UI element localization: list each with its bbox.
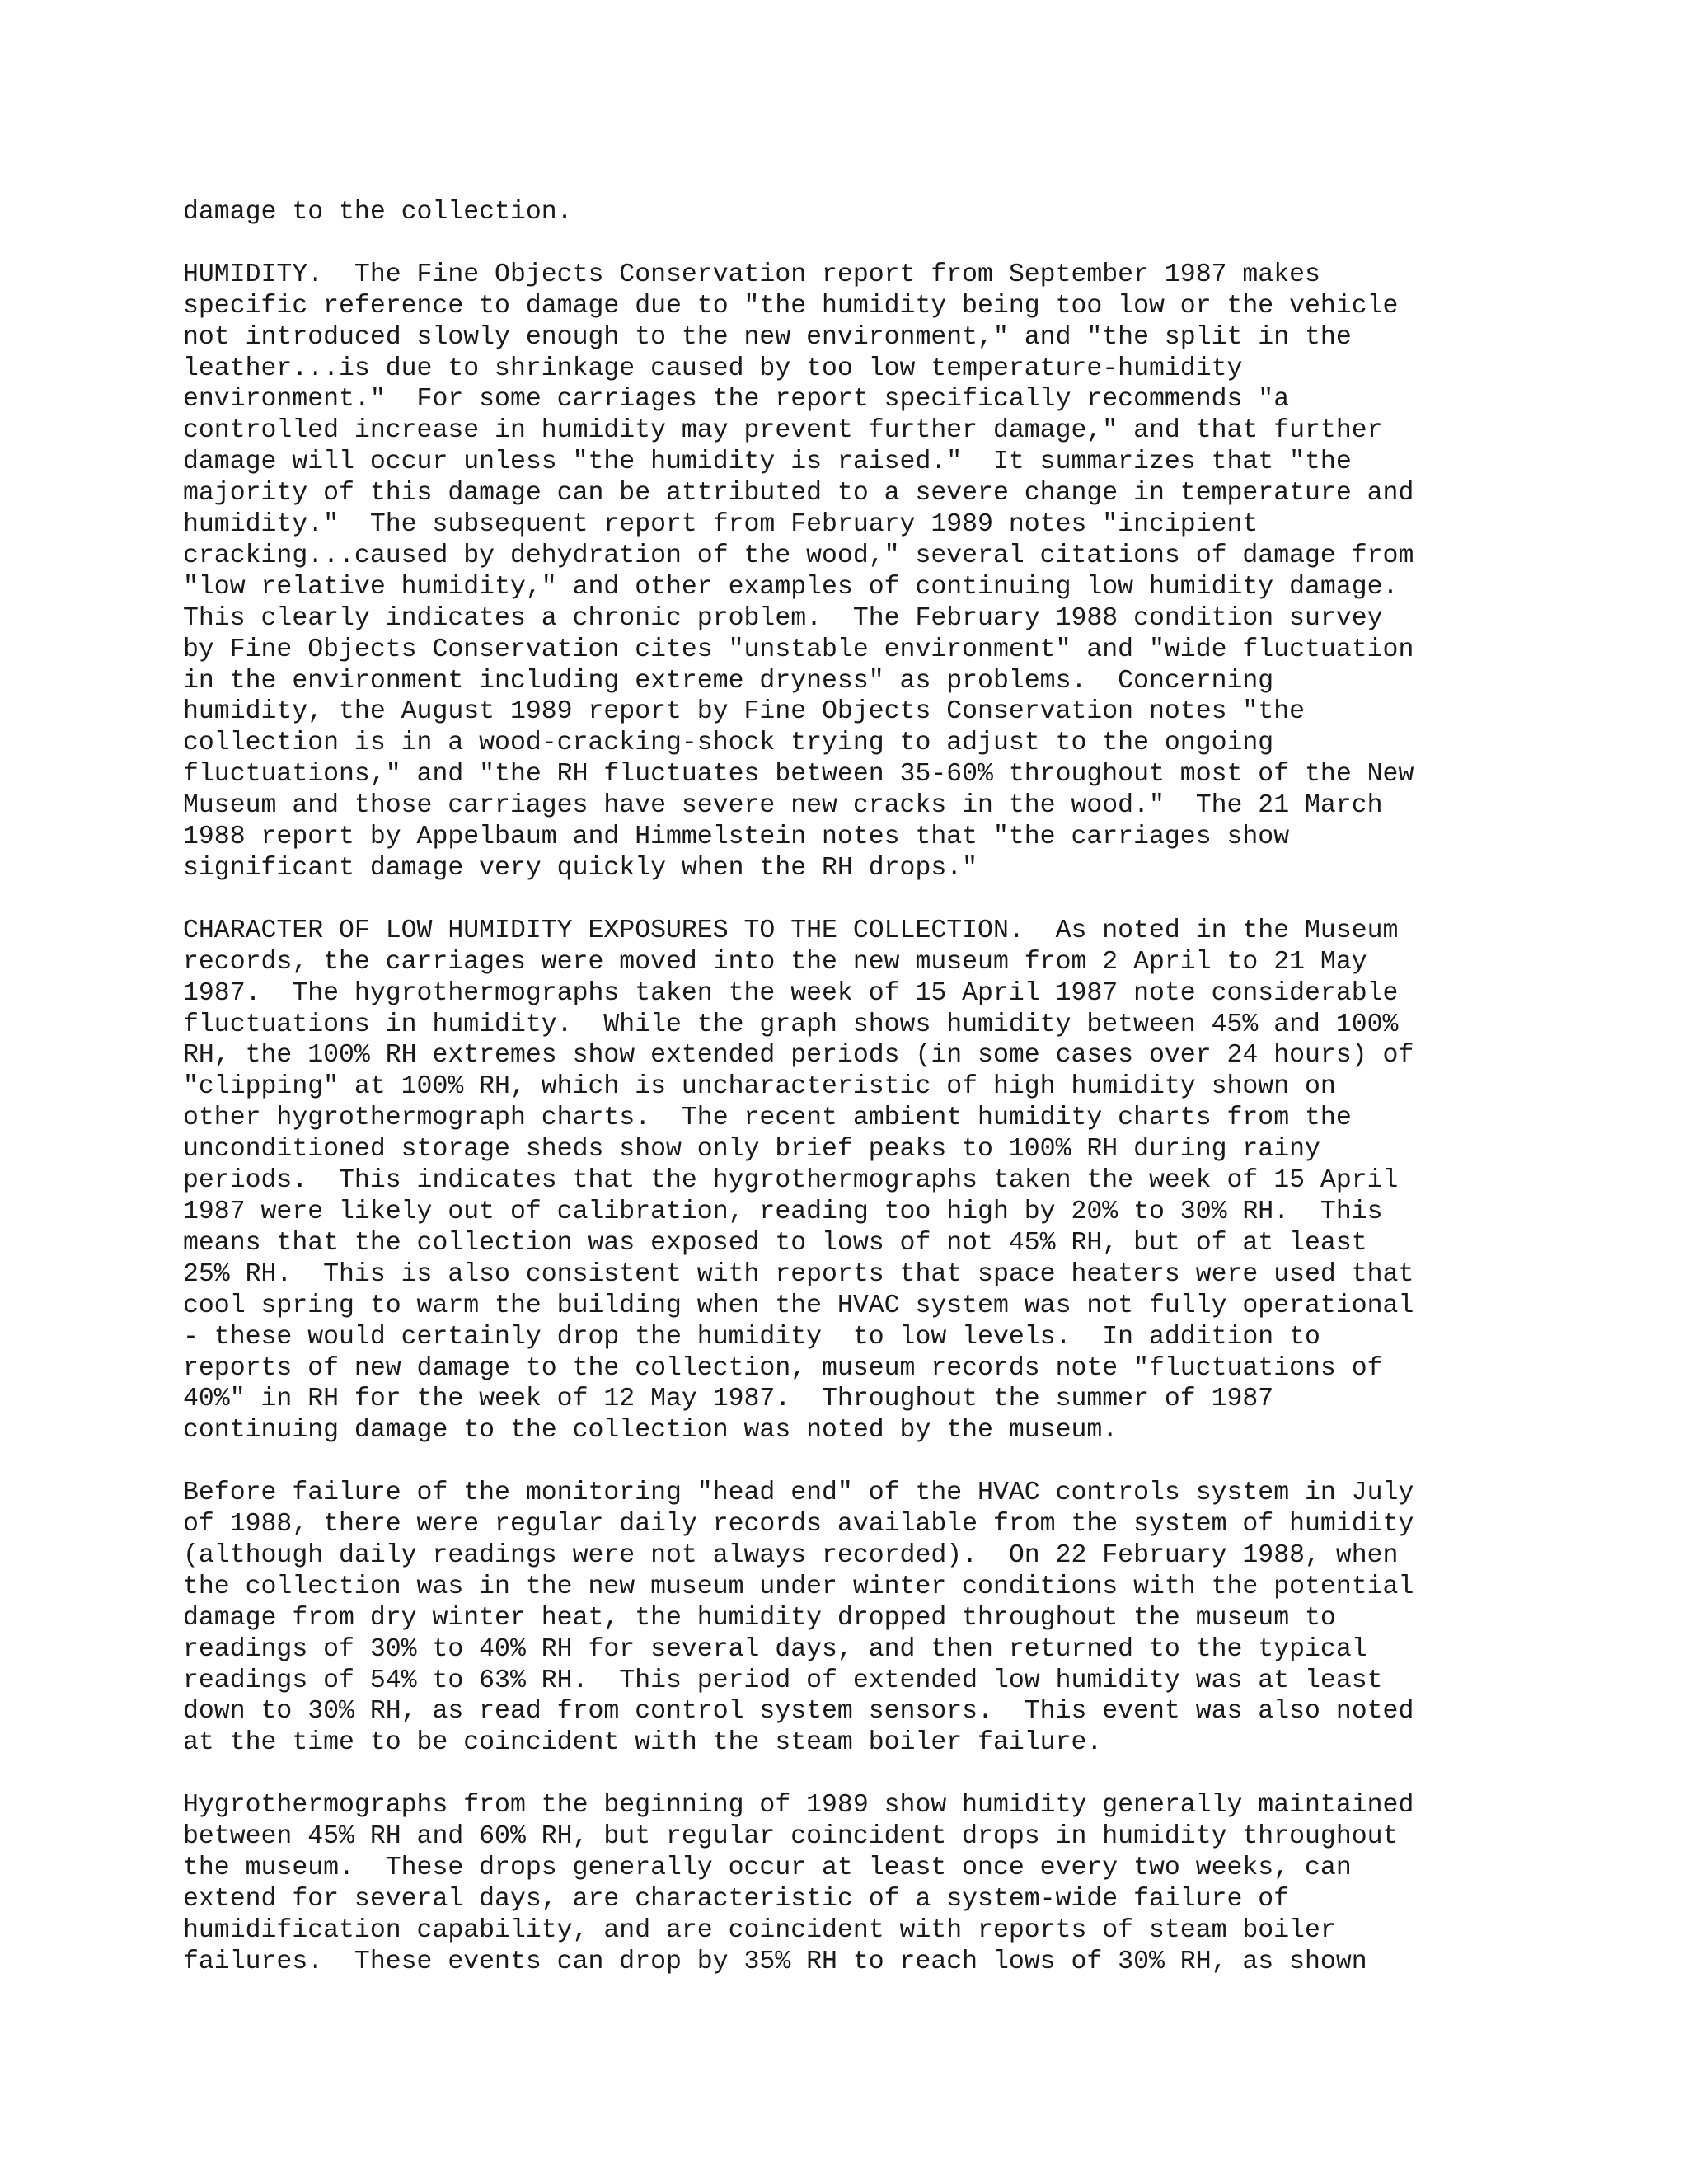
text-line: Hygrothermographs from the beginning of 1989 show humidity generally maintained (183, 1791, 1414, 1821)
para-character (183, 916, 1584, 1446)
text-line: controlled increase in humidity may prevent further damage," and that further (183, 416, 1383, 446)
text-line: readings of 54% to 63% RH. This period of extended low humidity was at least (183, 1666, 1383, 1695)
text-line: not introduced slowly enough to the new environment," and "the split in the (183, 322, 1352, 352)
text-line: Before failure of the monitoring "head end" of the HVAC controls system in July (183, 1479, 1414, 1508)
text-line: - these would certainly drop the humidity to low levels. In addition to (183, 1322, 1320, 1352)
text-line: between 45% RH and 60% RH, but regular coincident drops in humidity throughout (183, 1822, 1399, 1852)
text-line: down to 30% RH, as read from control system sensors. This event was also noted (183, 1697, 1414, 1727)
text-line: RH, the 100% RH extremes show extended periods (in some cases over 24 hours) of (183, 1041, 1414, 1071)
text-line: humidification capability, and are coincident with reports of steam boiler (183, 1915, 1336, 1945)
text-line: 1988 report by Appelbaum and Himmelstein notes that "the carriages show (183, 823, 1290, 852)
para-head-end (183, 1478, 1584, 1759)
text-line: readings of 30% to 40% RH for several days, and then returned to the typical (183, 1634, 1367, 1664)
text-line: damage will occur unless "the humidity is raised." It summarizes that "the (183, 448, 1352, 477)
text-line: environment." For some carriages the report specifically recommends "a (183, 385, 1290, 415)
text-line: This clearly indicates a chronic problem. The February 1988 condition survey (183, 603, 1383, 633)
text-line: humidity." The subsequent report from February 1989 notes "incipient (183, 510, 1259, 540)
text-line: cool spring to warm the building when the HVAC system was not fully operational (183, 1291, 1414, 1320)
text-line: specific reference to damage due to "the humidity being too low or the vehicle (183, 291, 1399, 321)
text-line: majority of this damage can be attributed to a severe change in temperature and (183, 479, 1414, 509)
text-line: leather...is due to shrinkage caused by too low temperature-humidity (183, 354, 1243, 383)
paragraph-gap (183, 1446, 1584, 1478)
text-line: (although daily readings were not always recorded). On 22 February 1988, when (183, 1540, 1399, 1570)
text-line: of 1988, there were regular daily records available from the system of humidity (183, 1510, 1414, 1540)
text-line: humidity, the August 1989 report by Fine Objects Conservation notes "the (183, 697, 1306, 727)
text-line: means that the collection was exposed to lows of not 45% RH, but of at least (183, 1228, 1367, 1258)
text-line: by Fine Objects Conservation cites "unstable environment" and "wide fluctuation (183, 635, 1414, 664)
text-line: fluctuations in humidity. While the graph shows humidity between 45% and 100% (183, 1010, 1399, 1039)
text-line: fluctuations," and "the RH fluctuates between 35-60% throughout most of the New (183, 760, 1414, 790)
text-line: in the environment including extreme dryness" as problems. Concerning (183, 666, 1274, 696)
text-line: unconditioned storage sheds show only brief peaks to 100% RH during rainy (183, 1135, 1320, 1165)
para-continuation (183, 197, 1584, 228)
text-line: at the time to be coincident with the steam boiler failure. (183, 1728, 1103, 1758)
para-hygrothermographs (183, 1790, 1584, 1977)
text-line: collection is in a wood-cracking-shock trying to adjust to the ongoing (183, 729, 1274, 758)
text-line: damage to the collection. (183, 198, 573, 227)
text-line: other hygrothermograph charts. The recent ambient humidity charts from the (183, 1104, 1352, 1133)
text-line: extend for several days, are characteristic of a system-wide failure of (183, 1884, 1290, 1914)
text-line: 40%" in RH for the week of 12 May 1987. Throughout the summer of 1987 (183, 1385, 1274, 1414)
text-line: periods. This indicates that the hygrothermographs taken the week of 15 April (183, 1166, 1399, 1196)
text-line: significant damage very quickly when the RH drops." (183, 854, 978, 883)
text-line: "clipping" at 100% RH, which is uncharacteristic of high humidity shown on (183, 1072, 1336, 1102)
text-line: CHARACTER OF LOW HUMIDITY EXPOSURES TO THE COLLECTION. As noted in the Museum (183, 916, 1399, 945)
text-line: 1987. The hygrothermographs taken the week of 15 April 1987 note considerable (183, 978, 1399, 1008)
paragraph-gap (183, 884, 1584, 916)
para-humidity (183, 260, 1584, 884)
text-line: 25% RH. This is also consistent with reports that space heaters were used that (183, 1259, 1414, 1289)
text-line: 1987 were likely out of calibration, reading too high by 20% to 30% RH. This (183, 1197, 1383, 1226)
text-line: records, the carriages were moved into the new museum from 2 April to 21 May (183, 947, 1367, 977)
text-line: the museum. These drops generally occur at least once every two weeks, can (183, 1853, 1352, 1882)
text-line: Museum and those carriages have severe new cracks in the wood." The 21 March (183, 791, 1383, 821)
text-line: failures. These events can drop by 35% RH to reach lows of 30% RH, as shown (183, 1947, 1367, 1976)
text-line: reports of new damage to the collection, museum records note "fluctuations of (183, 1353, 1383, 1383)
paragraph-gap (183, 228, 1584, 260)
text-line: HUMIDITY. The Fine Objects Conservation report from September 1987 makes (183, 260, 1320, 289)
text-line: "low relative humidity," and other examples of continuing low humidity damage. (183, 572, 1399, 602)
paragraph-gap (183, 1759, 1584, 1790)
text-line: damage from dry winter heat, the humidity dropped throughout the museum to (183, 1603, 1336, 1633)
text-line: continuing damage to the collection was noted by the museum. (183, 1416, 1118, 1446)
text-line: the collection was in the new museum under winter conditions with the potential (183, 1572, 1414, 1601)
text-line: cracking...caused by dehydration of the wood," several citations of damage from (183, 541, 1414, 570)
document-text-body (183, 197, 1584, 1978)
